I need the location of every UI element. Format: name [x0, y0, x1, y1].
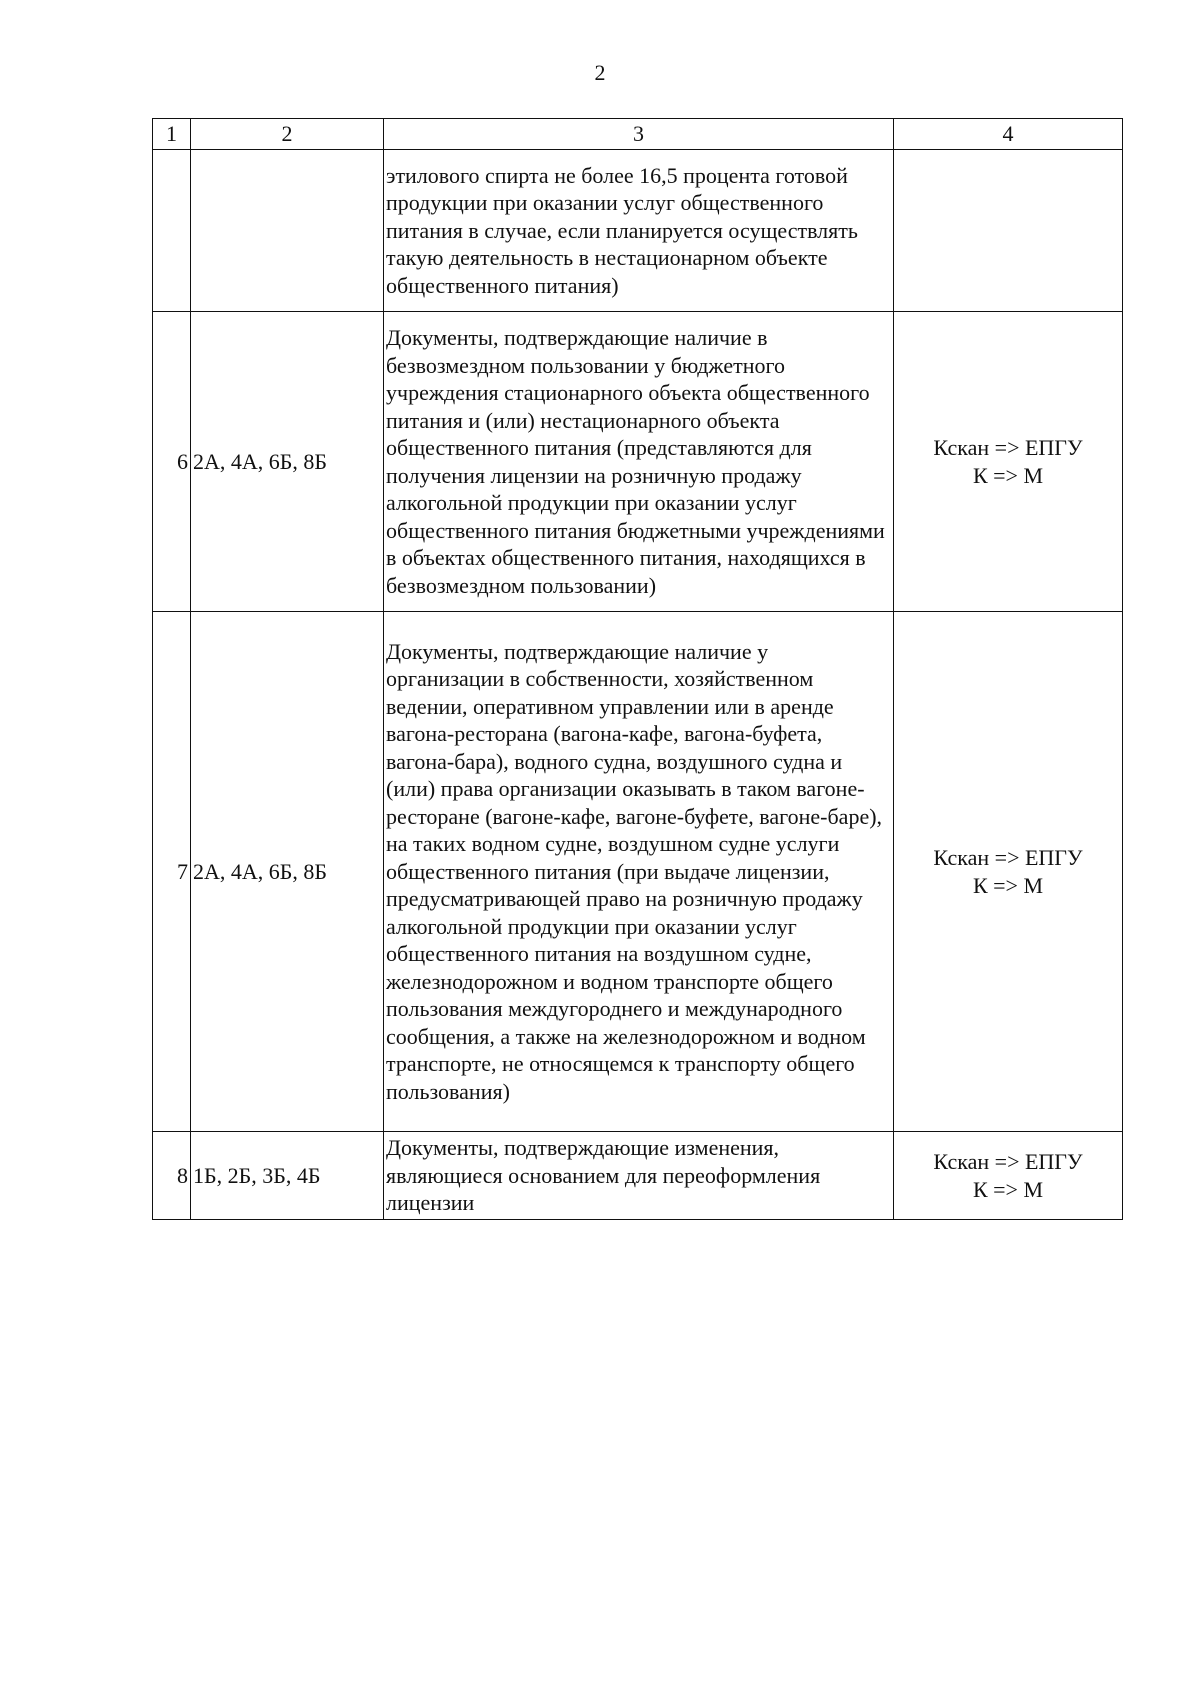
row-description: Документы, подтверждающие наличие у организации в собственности, хозяйственном ведении, оперативном управлении или в аренде вагона-ресторана (вагона-кафе, вагона-буфета, вагона-бара), водного судна, воздушного судна и (или) права организации оказывать в таком вагоне-ресторане (вагоне-кафе, вагоне-буфете, вагоне-баре), на таких водном судне, воздушном судне услуги общественного питания (при выдаче лицензии, предусматривающей право на розничную продажу алкогольной продукции при оказании услуг общественного питания на воздушном судне, железнодорожном и водном транспорте общего пользования междугороднего и международного сообщения, а также на железнодорожном и водном транспорте, не относящемся к транспорту общего пользования)	[384, 612, 894, 1132]
column-header-1: 1	[153, 119, 191, 150]
row-route	[894, 612, 1123, 1132]
row-number: 7	[153, 612, 191, 1132]
route-line-2: К => М	[972, 872, 1044, 898]
row-number: 6	[153, 312, 191, 612]
row-codes	[191, 150, 384, 312]
row-codes: 2А, 4А, 6Б, 8Б	[191, 612, 384, 1132]
row-number: 8	[153, 1132, 191, 1220]
route-line-2: К => М	[972, 1176, 1044, 1202]
row-description: этилового спирта не более 16,5 процента готовой продукции при оказании услуг общественного питания в случае, если планируется осуществлять такую деятельность в нестационарном объекте общественного питания)	[384, 150, 894, 312]
row-description: Документы, подтверждающие наличие в безвозмездном пользовании у бюджетного учреждения стационарного объекта общественного питания и (или) нестационарного объекта общественного питания (представляются для получения лицензии на розничную продажу алкогольной продукции при оказании услуг общественного питания бюджетными учреждениями в объектах общественного питания, находящихся в безвозмездном пользовании)	[384, 312, 894, 612]
route-line-1: Кскан => ЕПГУ	[933, 435, 1083, 460]
row-number	[153, 150, 191, 312]
row-route	[894, 1132, 1123, 1220]
row-codes: 2А, 4А, 6Б, 8Б	[191, 312, 384, 612]
column-header-3: 3	[384, 119, 894, 150]
column-header-4: 4	[894, 119, 1123, 150]
table-row	[153, 150, 1123, 312]
table-header-row	[153, 119, 1123, 150]
row-route	[894, 150, 1123, 312]
row-codes: 1Б, 2Б, 3Б, 4Б	[191, 1132, 384, 1220]
row-route	[894, 312, 1123, 612]
document-table	[152, 118, 1123, 1220]
row-description: Документы, подтверждающие изменения, являющиеся основанием для переоформления лицензии	[384, 1132, 894, 1220]
route-line-1: Кскан => ЕПГУ	[933, 845, 1083, 870]
page-number: 2	[594, 60, 606, 85]
route-line-2: К => М	[972, 462, 1044, 488]
table-row	[153, 1132, 1123, 1220]
route-line-1: Кскан => ЕПГУ	[933, 1149, 1083, 1174]
table-row	[153, 312, 1123, 612]
table-row	[153, 612, 1123, 1132]
column-header-2: 2	[191, 119, 384, 150]
